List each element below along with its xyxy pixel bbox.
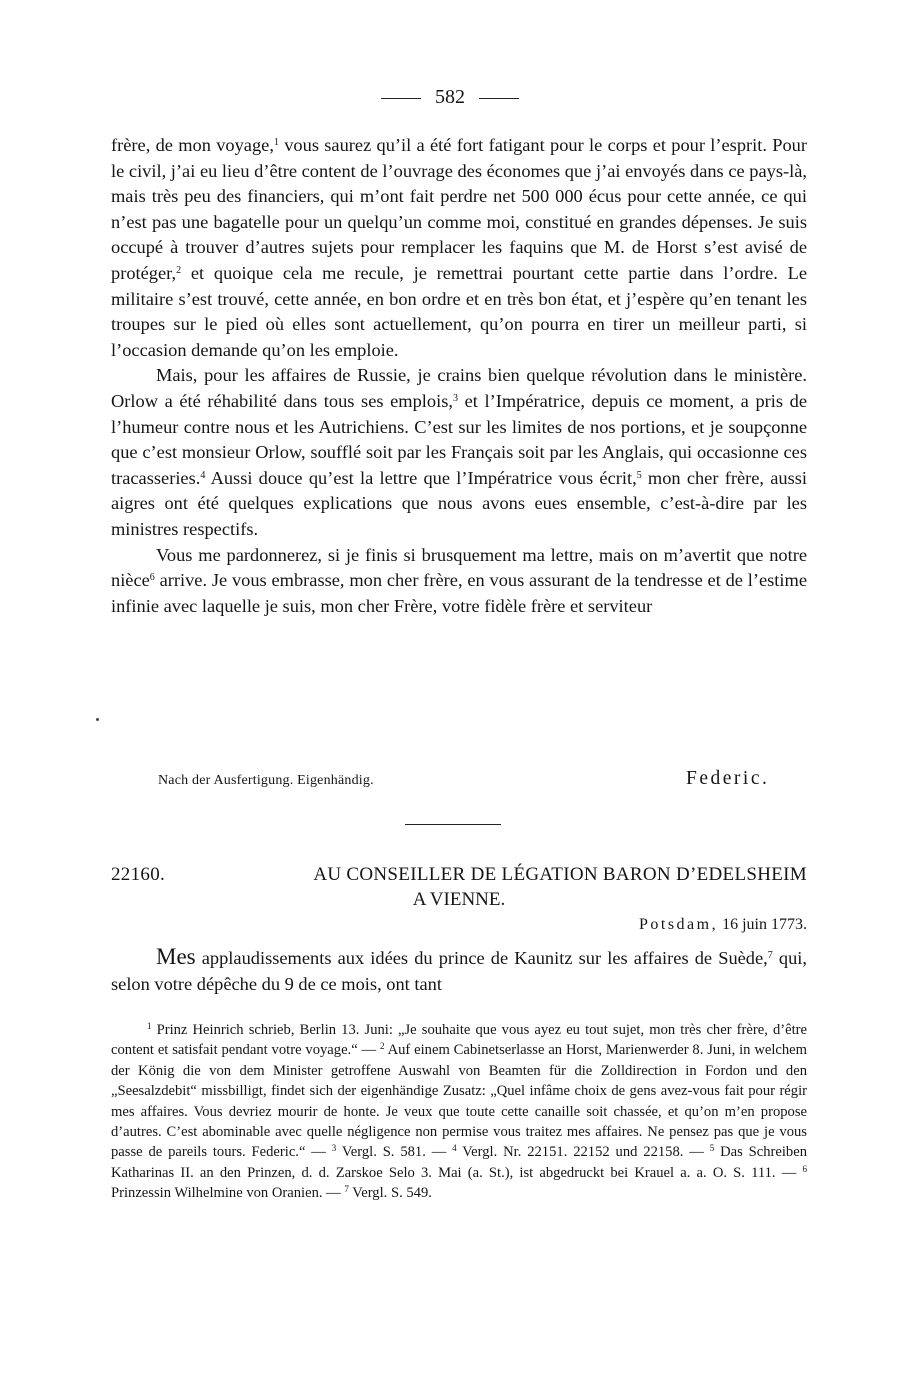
header-dash-right: [479, 98, 519, 99]
footnote-marker-6: 6: [802, 1163, 807, 1174]
page-header: [0, 86, 900, 109]
footnote-3: Vergl. S. 581. —: [336, 1144, 453, 1161]
text-run: et l’Impératrice, depuis ce moment, a pris de l’humeur contre nous et les Autrichiens. C’est sur les limites de nos portions, et je soupçonne que c’est monsieur Orlow, soufflé soit par les Français soit par les Anglais, qui occasionne ces tracasseries.: [111, 390, 807, 488]
footnote-ref-6: 6: [149, 572, 155, 584]
text-run: mon cher frère, aussi aigres ont été quelques explications que nous avons eues ensemble, c’est-à-dire par les ministres respectifs.: [111, 467, 807, 539]
page-number: 582: [435, 86, 465, 108]
opening-word: Mes: [156, 944, 196, 969]
footnote-marker-2: 2: [380, 1041, 385, 1052]
footnote-ref-3: 3: [452, 392, 458, 404]
footnote-marker-1: 1: [147, 1021, 152, 1031]
signature: Federic.: [686, 768, 770, 789]
text-run: arrive. Je vous embrasse, mon cher frère, en vous assurant de la tendresse et de l’estime infinie avec laquelle je suis, mon cher Frère, votre fidèle frère et serviteur: [111, 570, 807, 616]
place: Potsdam,: [638, 916, 719, 933]
margin-mark: [96, 718, 99, 721]
footnote-4: Vergl. Nr. 22151. 22152 und 22158. —: [456, 1144, 710, 1161]
document-title-continued: A VIENNE.: [412, 889, 506, 910]
paragraph-1: [111, 133, 807, 363]
text-run: Mais, pour les affaires de Russie, je crains bien quelque révolution dans le ministère. Orlow a été réhabilité dans tous ses emplois,: [111, 365, 807, 411]
document-title: AU CONSEILLER DE LÉGATION BARON D’EDELSHEIM: [313, 864, 807, 885]
text-run: Vous me pardonnerez, si je finis si brusquement ma lettre, mais on m’avertit que notre nièce: [111, 544, 807, 591]
heading-line-1: [111, 862, 807, 887]
footnote-ref-4: 4: [200, 469, 206, 481]
footnote-2: Auf einem Cabinetserlasse an Horst, Marienwerder 8. Juni, in welchem der König die von dem Minister getroffene Auswahl von Beamten für die Zolldirection in Fordon und den „Seesalzdebit“ missbilligt, findet sich der eigenhändige Zusatz: „Quel infâme choix de gens avez-vous fait pour régir mes affaires. Vous devriez mourir de honte. Je veux que toute cette canaille soit chassée, et qu’on m’en propose d’autres. C’est abominable avec quelle négligence non permise vous traitez mes affaires. Ne pensez pas que je vous passe de pareils tours. Federic.“ —: [111, 1042, 807, 1161]
paragraph-3: [111, 543, 807, 620]
document-number: 22160.: [111, 864, 166, 885]
footnote-1: Prinz Heinrich schrieb, Berlin 13. Juni: „Je souhaite que vous ayez eu tout sujet, mon très cher frère, d’être content et satisfait pendant votre voyage.“ —: [111, 1022, 807, 1059]
footnote-marker-4: 4: [452, 1143, 457, 1154]
footnote-ref-2: 2: [176, 264, 182, 276]
footnote-7: Vergl. S. 549.: [348, 1185, 432, 1202]
footnote-ref-1: 1: [273, 137, 279, 148]
header-dash-left: [381, 98, 421, 99]
letter-paragraph-1: [111, 944, 807, 998]
text-run: et quoique cela me recule, je remettrai pourtant cette partie dans l’ordre. Le militaire s’est trouvé, cette année, en bon ordre et en très bon état, et j’espère qu’en tenant les troupes sur le pied où elles sont actuellement, qu’on pourra en tirer un meilleur parti, si l’occasion demande qu’on les emploie.: [111, 262, 807, 360]
footnote-ref-7: 7: [767, 950, 773, 961]
footnote-marker-3: 3: [331, 1143, 337, 1154]
footnote-marker-5: 5: [709, 1143, 715, 1154]
letter-opening: [111, 944, 807, 998]
footnote-6: Prinzessin Wilhelmine von Oranien. —: [111, 1185, 345, 1202]
text-run: applaudissements aux idées du prince de Kaunitz sur les affaires de Suède,: [195, 948, 768, 968]
footnotes: [111, 1020, 807, 1204]
text-run: vous saurez qu’il a été fort fatigant pour le corps et pour l’esprit. Pour le civil, j’ai eu lieu d’être content de l’ouvrage des économes que j’ai envoyés dans ce pays-là, mais très peu des financiers, qui m’ont fait perdre net 500 000 écus pour cette année, ce qui n’est pas une bagatelle pour un quelqu’un comme moi, constitué en grandes dépenses. Je suis occupé à trouver d’autres sujets pour remplacer les faquins que M. de Horst s’est avisé de protéger,: [111, 135, 807, 283]
text-run: qui, selon votre dépêche du 9 de ce mois, ont tant: [111, 948, 807, 994]
footnote-block: [111, 1020, 807, 1204]
footnote-marker-7: 7: [344, 1184, 349, 1195]
document-heading: [111, 862, 807, 912]
footnote-5: Das Schreiben Katharinas II. an den Prinzen, d. d. Zarskoe Selo 3. Mai (a. St.), ist abgedruckt bei Krauel a. a. O. S. 111. —: [111, 1144, 807, 1181]
section-divider: [405, 824, 501, 825]
letter-body-continued: [111, 133, 807, 619]
paragraph-2: [111, 363, 807, 542]
footnote-ref-5: 5: [636, 469, 642, 481]
text-run: frère, de mon voyage,: [111, 135, 274, 155]
date: 16 juin 1773.: [722, 916, 807, 933]
place-date-line: [639, 916, 807, 934]
source-note: Nach der Ausfertigung. Eigenhändig.: [158, 773, 374, 788]
text-run: Aussi douce qu’est la lettre que l’Impératrice vous écrit,: [205, 467, 637, 488]
